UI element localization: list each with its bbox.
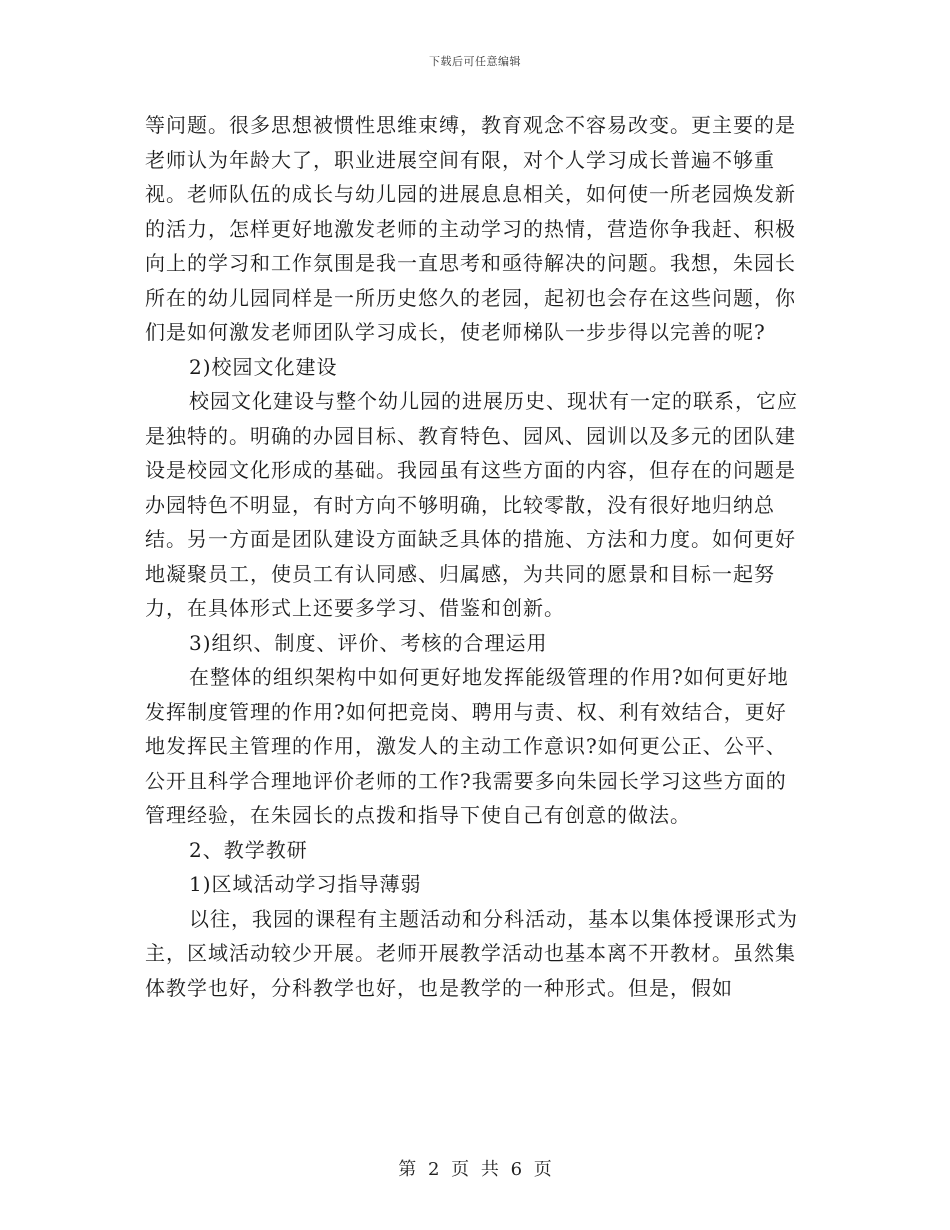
page-header: 下载后可任意编辑 [429, 55, 521, 68]
document-body [145, 108, 805, 1005]
paragraph-organization: 在整体的组织架构中如何更好地发挥能级管理的作用?如何更好地发挥制度管理的作用?如何把竞岗、聘用与责、权、利有效结合，更好地发挥民主管理的作用，激发人的主动工作意识?如何更公正、公平、公开且科学合理地评价老师的工作?我需要多向朱园长学习这些方面的管理经验，在朱园长的点拨和指导下使自己有创意的做法。 [145, 665, 789, 827]
paragraph-campus-culture: 校园文化建设与整个幼儿园的进展历史、现状有一定的联系，它应是独特的。明确的办园目标、教育特色、园风、园训以及多元的团队建设是校园文化形成的基础。我园虽有这些方面的内容，但存在的问题是办园特色不明显，有时方向不够明确，比较零散，没有很好地归纳总结。另一方面是团队建设方面缺乏具体的措施、方法和力度。如何更好地凝聚员工，使员工有认同感、归属感，为共同的愿景和目标一起努力，在具体形式上还要多学习、借鉴和创新。 [145, 389, 798, 620]
heading-teaching-research: 2、教学教研 [189, 837, 308, 862]
paragraph-area-activity: 以往，我园的课程有主题活动和分科活动，基本以集体授课形式为主，区域活动较少开展。老师开展教学活动也基本离不开教材。虽然集体教学也好，分科教学也好，也是教学的一种形式。但是，假如 [145, 906, 798, 1000]
paragraph-problems: 等问题。很多思想被惯性思维束缚，教育观念不容易改变。更主要的是老师认为年龄大了，职业进展空间有限，对个人学习成长普遍不够重视。老师队伍的成长与幼儿园的进展息息相关，如何使一所老园焕发新的活力，怎样更好地激发老师的主动学习的热情，营造你争我赶、积极向上的学习和工作氛围是我一直思考和亟待解决的问题。我想，朱园长所在的幼儿园同样是一所历史悠久的老园，起初也会存在这些问题，你们是如何激发老师团队学习成长，使老师梯队一步步得以完善的呢? [145, 113, 796, 344]
heading-organization: 3)组织、制度、评价、考核的合理运用 [189, 630, 548, 655]
heading-campus-culture: 2)校园文化建设 [189, 354, 338, 379]
heading-area-activity: 1)区域活动学习指导薄弱 [189, 872, 422, 896]
page-number: 第 2 页 共 6 页 [398, 1159, 552, 1180]
